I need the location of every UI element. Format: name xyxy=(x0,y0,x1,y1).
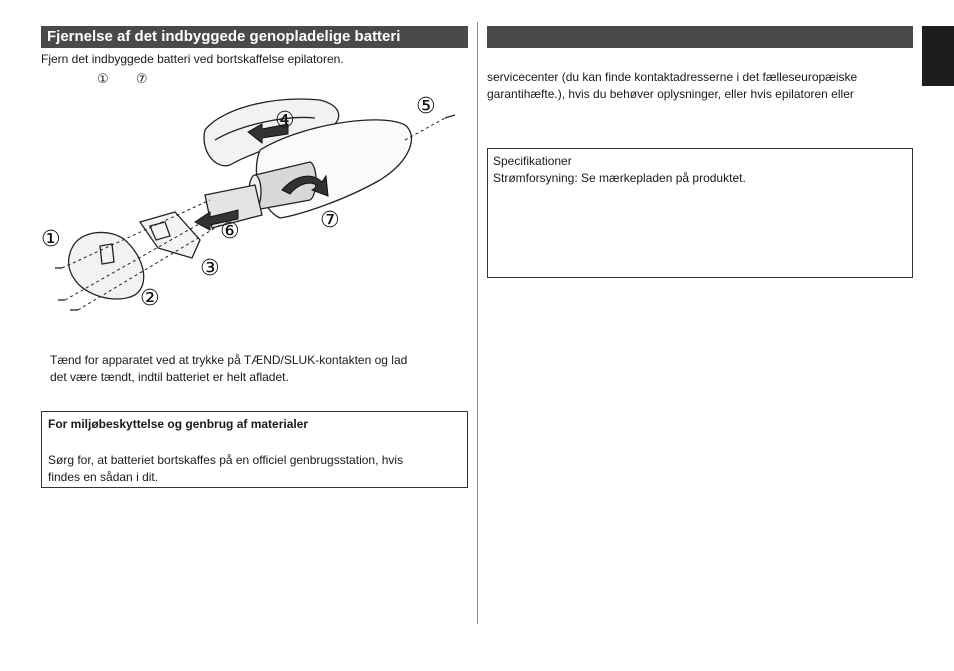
section-heading-battery-removal: Fjernelse af det indbyggede genopladelige batteri xyxy=(41,26,468,48)
step-to: ⑦ xyxy=(135,71,148,86)
specifications-box xyxy=(487,148,913,278)
label-7: ⑦ xyxy=(320,208,340,233)
environment-box xyxy=(41,411,468,488)
environment-box-title: For miljøbeskyttelse og genbrug af materialer xyxy=(48,417,309,431)
intro-text: Fjern det indbyggede batteri ved bortskaffelse epilatoren. xyxy=(41,52,344,66)
label-6: ⑥ xyxy=(220,219,240,244)
specifications-power-supply: Strømforsyning: Se mærkepladen på produktet. xyxy=(493,171,746,185)
specifications-title: Specifikationer xyxy=(493,154,572,168)
label-2: ② xyxy=(140,286,160,311)
step-from: ① xyxy=(97,71,109,86)
label-3: ③ xyxy=(200,256,220,281)
instruction-line-1: Tænd for apparatet ved at trykke på TÆND/SLUK-kontakten og lad xyxy=(50,353,408,367)
label-4: ④ xyxy=(275,108,295,133)
environment-box-line-1: Sørg for, at batteriet bortskaffes på en officiel genbrugsstation, hvis xyxy=(48,453,404,467)
label-5: ⑤ xyxy=(416,94,436,119)
service-text-line-1: servicecenter (du kan finde kontaktadresserne i det fælleseuropæiske xyxy=(487,70,858,84)
instruction-line-2: det være tændt, indtil batteriet er helt afladet. xyxy=(50,370,289,384)
label-1: ① xyxy=(41,227,61,252)
service-text-line-2: garantihæfte.), hvis du behøver oplysninger, eller hvis epilatoren eller xyxy=(487,87,854,101)
environment-box-line-2: findes en sådan i dit. xyxy=(48,470,159,484)
